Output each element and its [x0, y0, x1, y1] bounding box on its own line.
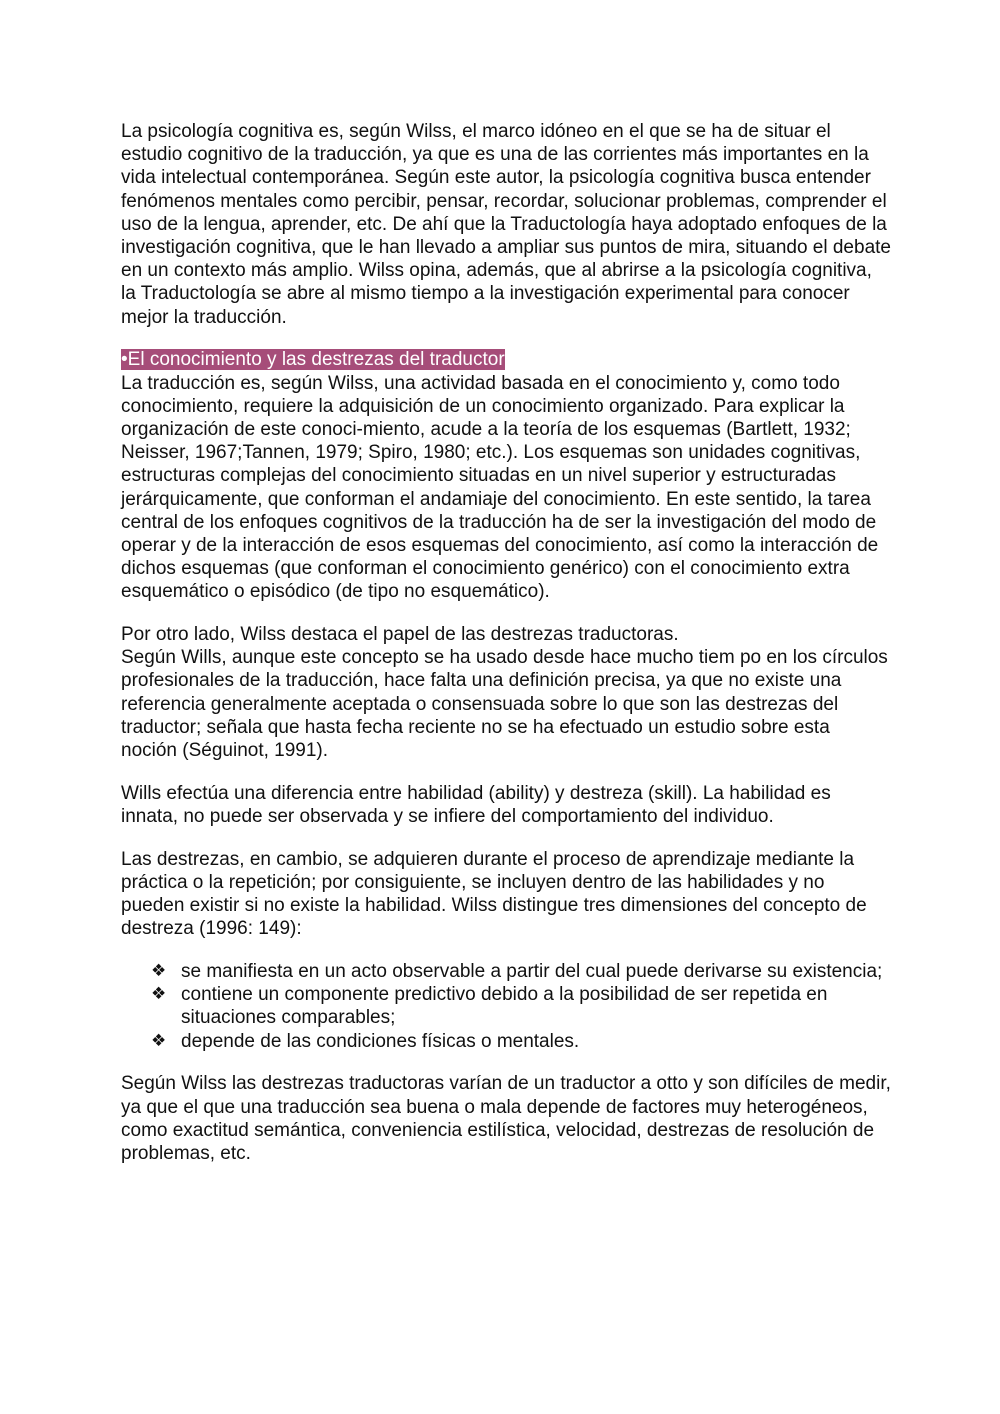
list-item	[151, 960, 891, 983]
four-diamond-bullet-icon: ❖	[151, 984, 167, 1005]
skill-dimensions-list	[121, 960, 891, 1053]
list-item-text: depende de las condiciones físicas o mentales.	[181, 1030, 580, 1052]
knowledge-paragraph: La traducción es, según Wilss, una actividad basada en el conocimiento y, como todo conocimiento, requiere la adquisición de un conocimiento organizado. Para explicar la organización de este conoci-miento, acude a la teoría de los esquemas (Bartlett, 1932; Neisser, 1967;Tannen, 1979; Spiro, 1980; etc.). Los esquemas son unidades cognitivas, estructuras complejas del conocimiento situadas en un nivel superior y estructuradas jerárquicamente, que conforman el andamiaje del conocimiento. En este sentido, la tarea central de los enfoques cognitivos de la traducción ha de ser la investigación del modo de operar y de la interacción de esos esquemas del conocimiento, así como la interacción de dichos esquemas (que conforman el conocimiento genérico) con el conocimiento extra esquemático o episódico (de tipo no esquemático).	[121, 372, 879, 603]
list-item	[151, 983, 891, 1029]
skills-intro-line: Por otro lado, Wilss destaca el papel de las destrezas traductoras.	[121, 624, 679, 646]
destrezas-paragraph: Las destrezas, en cambio, se adquieren durante el proceso de aprendizaje mediante la práctica o la repetición; por consiguiente, se incluyen dentro de las habilidades y no pueden existir si no existe la habilidad. Wilss distingue tres dimensiones del concepto de destreza (1996: 149):	[121, 848, 867, 940]
four-diamond-bullet-icon: ❖	[151, 961, 167, 981]
section-heading-wrapper	[121, 348, 891, 371]
section-heading: •El conocimiento y las destrezas del traductor	[121, 349, 505, 371]
list-item-text: contiene un componente predictivo debido a la posibilidad de ser repetida en situaciones comparables;	[181, 984, 828, 1029]
skills-paragraph: Según Wills, aunque este concepto se ha usado desde hace mucho tiem po en los círculos profesionales de la traducción, hace falta una definición precisa, ya que no existe una referencia generalmente aceptada o consensuada sobre lo que son las destrezas del traductor; señala que hasta fecha reciente no se ha efectuado un estudio sobre esta noción (Séguinot, 1991).	[121, 647, 888, 762]
list-item	[151, 1030, 891, 1053]
intro-paragraph: La psicología cognitiva es, según Wilss, el marco idóneo en el que se ha de situar el estudio cognitivo de la traducción, ya que es una de las corrientes más importantes en la vida intelectual contemporánea. Según este autor, la psicología cognitiva busca entender fenómenos mentales como percibir, pensar, recordar, solucionar problemas, comprender el uso de la lengua, aprender, etc. De ahí que la Traductología haya adoptado enfoques de la investigación cognitiva, que le han llevado a ampliar sus puntos de mira, situando el debate en un contexto más amplio. Wilss opina, además, que al abrirse a la psicología cognitiva, la Traductología se abre al mismo tiempo a la investigación experimental para conocer mejor la traducción.	[121, 121, 891, 328]
conclusion-paragraph: Según Wilss las destrezas traductoras varían de un traductor a otto y son difíciles de medir, ya que el que una traducción sea buena o mala depende de factores muy heterogéneos, como exactitud semántica, conveniencia estilística, velocidad, destrezas de resolución de problemas, etc.	[121, 1073, 891, 1164]
four-diamond-bullet-icon: ❖	[151, 1030, 167, 1051]
ability-paragraph: Wills efectúa una diferencia entre habilidad (ability) y destreza (skill). La habilidad es innata, no puede ser observada y se infiere del comportamiento del individuo.	[121, 782, 831, 827]
document-page	[121, 120, 891, 1165]
list-item-text: se manifiesta en un acto observable a partir del cual puede derivarse su existencia;	[181, 961, 883, 982]
